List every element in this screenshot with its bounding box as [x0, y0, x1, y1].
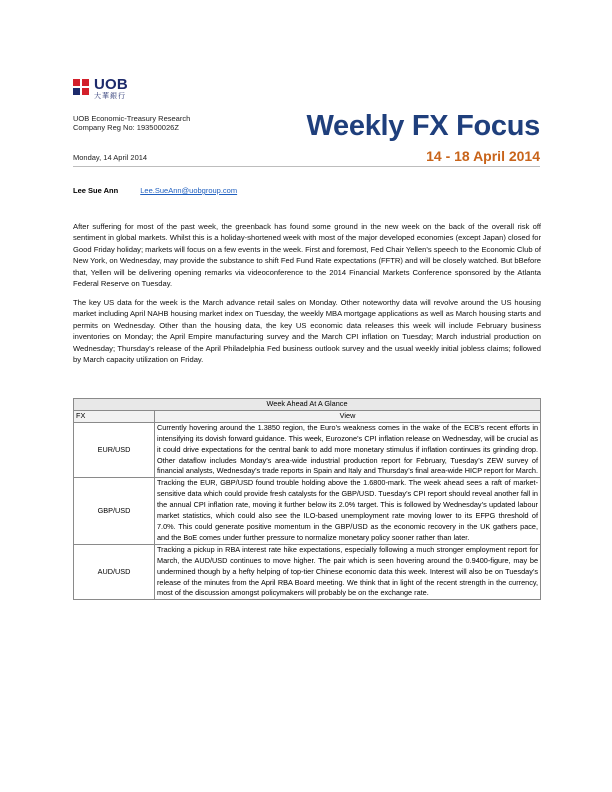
fx-pair-gbpusd: GBP/USD	[74, 478, 155, 544]
brand-name: UOB	[94, 76, 128, 93]
table-header-row	[74, 410, 541, 422]
organization-info	[73, 114, 190, 132]
table-row	[74, 478, 541, 544]
column-header-fx: FX	[74, 410, 155, 422]
table-row	[74, 422, 541, 478]
header-divider	[73, 166, 540, 167]
week-ahead-table	[73, 398, 541, 600]
uob-logo-mark-icon	[71, 77, 91, 97]
author-line	[73, 186, 237, 195]
table-title-row	[74, 399, 541, 411]
page-title: Weekly FX Focus	[306, 110, 540, 142]
brand-chinese-name: 大華銀行	[94, 93, 126, 100]
author-email-link[interactable]: Lee.SueAnn@uobgroup.com	[140, 186, 238, 195]
fx-view-eurusd: Currently hovering around the 1.3850 region, the Euro’s weakness comes in the wake of the ECB’s recent efforts in intensifying its dovish forward guidance. This week, Eurozone’s CPI inflation release on Wednesday, will be crucial as it could drive expectations for the central bank to add more monetary stimulus if inflation continues its grinding drop. Other dataflow includes Monday’s area-wide industrial production report for February, Tuesday’s ZEW survey of financial analysts, Wednesday’s trade reports in Spain and Italy and Thursday’s final area-wide HICP report for March.	[155, 422, 541, 478]
fx-pair-eurusd: EUR/USD	[74, 422, 155, 478]
column-header-view: View	[155, 410, 541, 422]
fx-view-audusd: Tracking a pickup in RBA interest rate hike expectations, especially following a much stronger employment report for March, the AUD/USD continues to move higher. The pair which is seen hovering around the 0.9400-figure, may be undermined though by a hefty helping of top-tier Chinese economic data this week. Interest will also be on Tuesday’s release of the minutes from the April RBA Board meeting. We think that in light of the recent strength in the currency, most of the discussion amongst policymakers will probably be on the exchange rate.	[155, 544, 541, 600]
table-row	[74, 544, 541, 600]
publish-date: Monday, 14 April 2014	[73, 153, 148, 162]
week-range: 14 - 18 April 2014	[426, 148, 540, 164]
fx-view-gbpusd: Tracking the EUR, GBP/USD found trouble holding above the 1.6800-mark. The week ahead sees a raft of market-sensitive data which could provide fresh catalysts for the GBP/USD. Tuesday’s CPI report should reveal another fall in the annual CPI inflation rate, moving it further below its 2.0% target. This is followed by Wednesday’s updated labour market statistics, which could also see the ILO-based unemployment rate moving lower to its EFPG threshold of 7.0%. This could generate positive momentum in the GBP/USD as the economic recovery in the UK gathers pace, and the BoE comes under further pressure to normalize monetary policy sooner rather than later.	[155, 478, 541, 544]
author-name: Lee Sue Ann	[73, 186, 119, 195]
us-data-paragraph: The key US data for the week is the March advance retail sales on Monday. Other noteworthy data will revolve around the US housing market including April NAHB housing market index on Tuesday, the weekly MBA mortgage applications as well as March housing starts and permits on Wednesday. Other than the housing data, the key US economic data releases this week will include February business inventories on Monday; the April Empire manufacturing survey and the March CPI inflation on Tuesday; March industrial production on Wednesday; Thursday’s release of the April Philadelphia Fed business outlook survey and the usual weekly initial jobless claims; followed by March capacity utilization on Friday.	[73, 298, 541, 365]
fx-pair-audusd: AUD/USD	[74, 544, 155, 600]
org-line-2: Company Reg No: 193500026Z	[73, 123, 179, 132]
table-title: Week Ahead At A Glance	[74, 399, 541, 411]
intro-paragraph: After suffering for most of the past week, the greenback has found some ground in the new week on the back of the overall risk off sentiment in global markets. Whilst this is a holiday-shortened week with most of the major developed economies (except Japan) closed for Good Friday holiday; markets will focus on a few events in the week. First and foremost, Fed Chair Yellen’s speech to the Economic Club of New York, on Wednesday, may provide the substance to shift Fed Fund Rate expectations (FFTR) and will be closely watched. But bBefore that, Yellen will be delivering opening remarks via videoconference to the 2014 Financial Markets Conference sponsored by the Atlanta Federal Reserve on Tuesday.	[73, 222, 541, 289]
uob-logo	[71, 77, 151, 99]
org-line-1: UOB Economic-Treasury Research	[73, 114, 191, 123]
